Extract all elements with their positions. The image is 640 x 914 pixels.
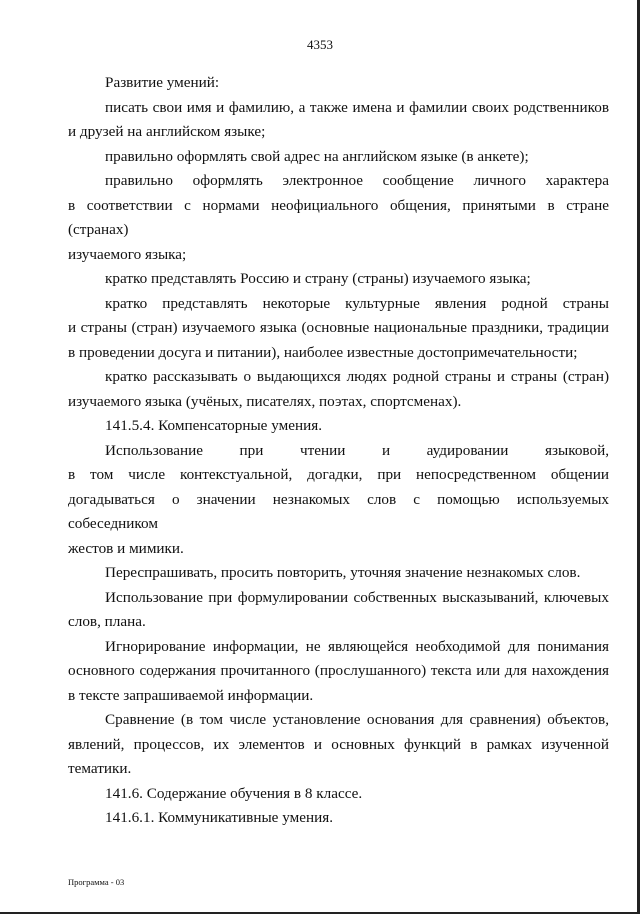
text-line: правильно оформлять электронное сообщение личного характера [105,172,609,189]
text-line: Использование при чтении и аудировании языковой, [105,441,609,459]
document-body [68,71,609,831]
text-line: изучаемого языка (учёных, писателях, поэтах, спортсменах). [68,392,462,410]
paragraph-ask-repeat: Переспрашивать, просить повторить, уточняя значение незнакомых слов. [105,564,581,581]
paragraph-famous-people [68,365,609,414]
text-line: Игнорирование информации, не являющейся необходимой для понимания [105,637,609,655]
paragraph-culture [68,292,609,366]
text-line: кратко представлять некоторые культурные явления родной страны [105,294,609,312]
section-heading-grade-8: 141.6. Содержание обучения в 8 классе. [105,784,363,802]
text-line: основного содержания прочитанного (прослушанного) текста или для нахождения [68,662,609,679]
text-line: в проведении досуга и питании), наиболее известные достопримечательности; [68,343,578,361]
paragraph-comparison [68,708,609,782]
page-number: 4353 [307,37,333,52]
text-line: кратко рассказывать о выдающихся людях родной страны и страны (стран) [105,368,609,385]
paragraph-present-russia: кратко представлять Россию и страну (страны) изучаемого языка; [105,270,531,287]
text-line: и страны (стран) изучаемого языка (основные национальные праздники, традиции [68,319,609,336]
text-line: явлений, процессов, их элементов и основных функций в рамках изученной [68,735,609,753]
text-line: Использование при формулировании собственных высказываний, ключевых [105,588,609,606]
text-line: жестов и мимики. [68,539,184,557]
text-line: в соответствии с нормами неофициального общения, принятыми в стране (странах) [68,196,609,238]
paragraph-address: правильно оформлять свой адрес на английском языке (в анкете); [105,147,529,165]
text-line: тематики. [68,760,132,777]
text-line: изучаемого языка; [68,245,187,263]
section-heading-communicative: 141.6.1. Коммуникативные умения. [105,809,333,826]
text-line: в том числе контекстуальной, догадки, при непосредственном общении [68,466,609,483]
page-footer: Программа - 03 [68,877,125,887]
text-line: Сравнение (в том числе установление основания для сравнения) объектов, [105,711,609,728]
paragraph-guessing [68,439,609,562]
text-line: писать свои имя и фамилию, а также имена и фамилии своих родственников [105,98,609,116]
paragraph-ignoring-info [68,635,609,709]
section-heading-compensatory: 141.5.4. Компенсаторные умения. [105,417,322,434]
paragraph-write-names [68,96,609,145]
paragraph-keywords [68,586,609,635]
text-line: и друзей на английском языке; [68,123,266,140]
text-line: слов, плана. [68,613,146,630]
text-line: догадываться о значении незнакомых слов с помощью используемых собеседником [68,490,609,532]
paragraph-skills-heading: Развитие умений: [105,74,220,91]
paragraph-email [68,169,609,267]
text-line: в тексте запрашиваемой информации. [68,686,314,704]
